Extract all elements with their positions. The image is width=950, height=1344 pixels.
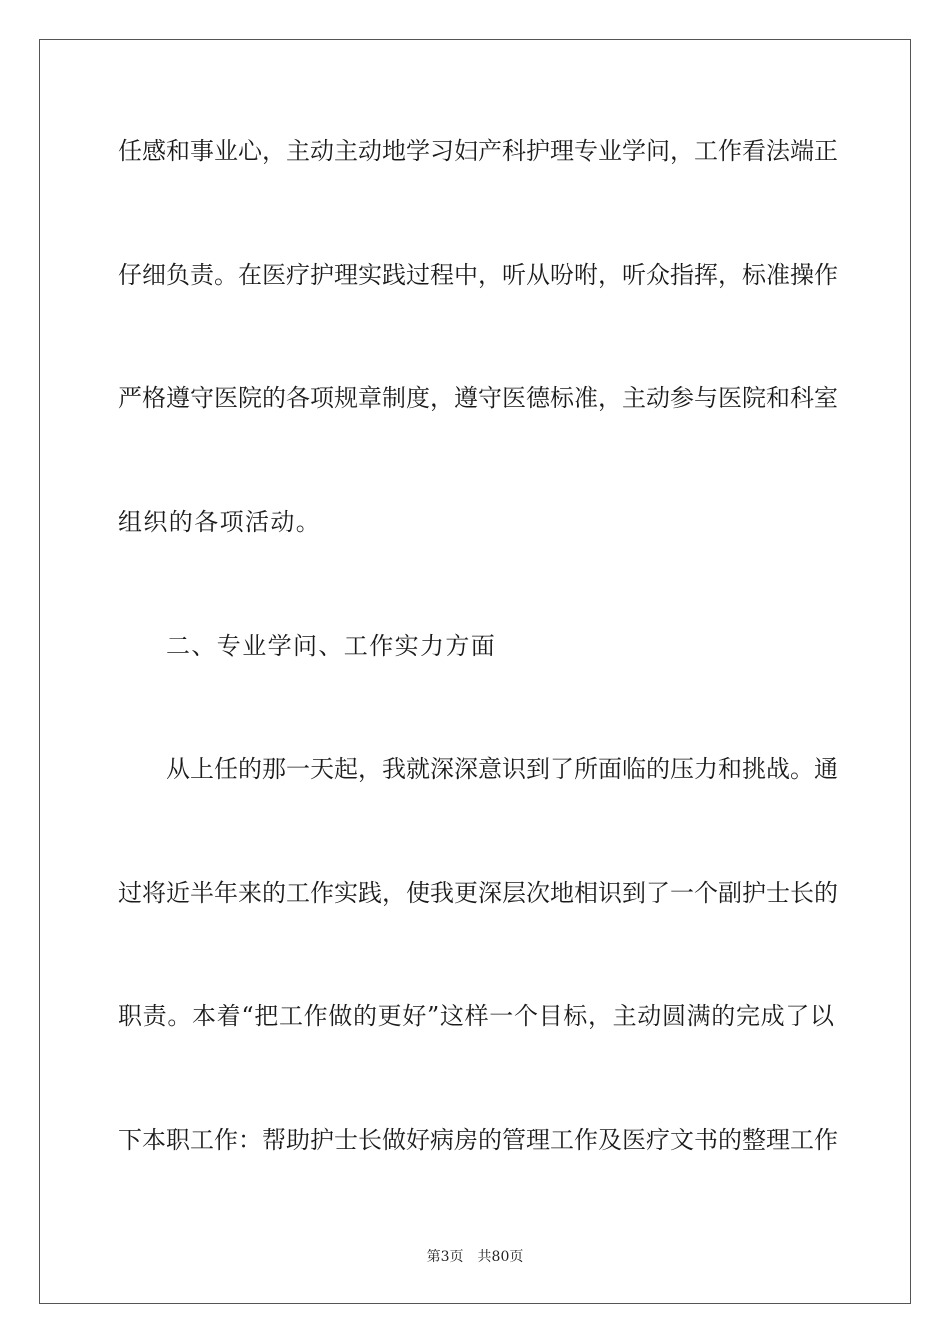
page-number-footer: 第3页 共80页 [426,1249,524,1265]
page-border [39,39,911,1304]
body-text-line: 仔细负责。在医疗护理实践过程中，听从吩咐，听众指挥，标准操作 [118,261,838,289]
body-text-line: 任感和事业心，主动主动地学习妇产科护理专业学问，工作看法端正 [118,137,838,165]
body-text-line: 职责。本着“把工作做的更好”这样一个目标，主动圆满的完成了以 [118,1002,834,1030]
body-text-line: 组织的各项活动。 [118,508,322,536]
body-text-line: 过将近半年来的工作实践，使我更深层次地相识到了一个副护士长的 [118,879,838,907]
body-text-line: 从上任的那一天起，我就深深意识到了所面临的压力和挑战。通 [166,755,838,783]
body-text-line: 下本职工作：帮助护士长做好病房的管理工作及医疗文书的整理工作 [118,1126,838,1154]
body-text-line: 严格遵守医院的各项规章制度，遵守医德标准，主动参与医院和科室 [118,384,838,412]
section-heading: 二、专业学问、工作实力方面 [166,632,497,660]
